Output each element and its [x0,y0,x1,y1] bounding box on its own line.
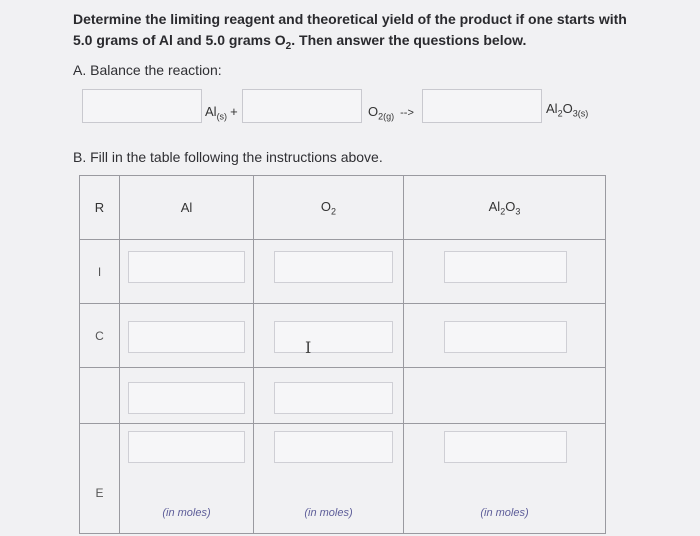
cell-blank-al [120,368,254,424]
input-c-o2[interactable] [274,321,393,357]
header-al2o3: $Al_2O_3$ [404,176,606,240]
text-cursor-icon: I [305,338,312,357]
product-al2o3-label: $Al_2O_{3(s)}$ [546,101,589,119]
table-row-initial [80,240,606,304]
rice-table [79,175,606,534]
units-al2o3: (in moles) [480,507,529,519]
input-e-al[interactable] [128,431,245,463]
cell-e-al2o3 [404,424,606,534]
input-e-al2o3[interactable] [444,431,567,463]
question-line-1: Determine the limiting reagent and theoretical yield of the product if one starts with [73,11,627,27]
cell-e-o2 [254,424,404,534]
cell-i-o2 [254,240,404,304]
header-row [80,176,606,240]
part-b-label: B. Fill in the table following the instructions above. [73,149,383,165]
header-o2: $O_2$ [254,176,404,240]
cell-blank-al2o3 [404,368,606,424]
part-a-label: A. Balance the reaction: [73,62,222,78]
table-row-end [80,424,606,534]
table-row-blank [80,368,606,424]
header-r: R [80,176,120,240]
question-text [73,9,633,57]
coef-input-o2[interactable] [242,89,362,123]
cell-c-al [120,304,254,368]
input-i-o2[interactable] [274,251,393,283]
row-label-blank [80,368,120,424]
header-al: Al [120,176,254,240]
cell-i-al [120,240,254,304]
units-o2: (in moles) [304,507,353,519]
cell-c-o2 [254,304,404,368]
input-e-o2[interactable] [274,431,393,463]
reactant-o2-label: $O_{2(g)}$ --> [368,104,414,122]
coef-input-al[interactable] [82,89,202,123]
cell-e-al [120,424,254,534]
input-i-al2o3[interactable] [444,251,567,283]
row-label-e: E [80,424,120,534]
reactant-al-label: $Al_{(s)}$ + [205,104,238,122]
row-label-c: C [80,304,120,368]
cell-c-al2o3 [404,304,606,368]
cell-blank-o2 [254,368,404,424]
coef-input-al2o3[interactable] [422,89,542,123]
input-blank-o2[interactable] [274,382,393,414]
row-label-i: I [80,240,120,304]
units-al: (in moles) [162,507,211,519]
input-c-al[interactable] [128,321,245,353]
question-line-2: 5.0 grams of Al and 5.0 grams $O_2$. Then answer the questions below. [73,32,527,52]
cell-i-al2o3 [404,240,606,304]
input-blank-al[interactable] [128,382,245,414]
table-row-change [80,304,606,368]
input-i-al[interactable] [128,251,245,283]
input-c-al2o3[interactable] [444,321,567,353]
